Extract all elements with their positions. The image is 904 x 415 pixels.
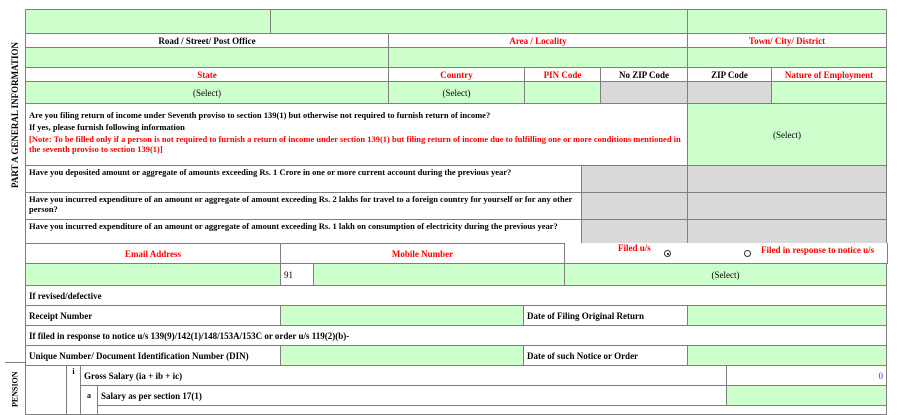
zip-input[interactable] bbox=[687, 81, 772, 104]
email-input[interactable] bbox=[25, 263, 281, 286]
salary-17-1-input[interactable] bbox=[726, 385, 887, 406]
seventh-proviso-question-cell bbox=[25, 103, 688, 166]
filed-notice-label: Filed in response to notice u/s bbox=[761, 245, 875, 255]
town-input[interactable] bbox=[687, 47, 887, 68]
seventh-proviso-followup: If yes, please furnish following information bbox=[29, 122, 185, 132]
date-original-label: Date of Filing Original Return bbox=[523, 305, 688, 326]
mobile-input[interactable] bbox=[313, 263, 565, 286]
salary-17-1-label: Salary as per section 17(1) bbox=[97, 385, 727, 406]
country-code: 91 bbox=[280, 263, 314, 286]
condition-cell bbox=[25, 192, 582, 220]
condition-electricity: Have you incurred expenditure of an amount or aggregate of amount exceeding Rs. 1 lakh on consumption of electricity during the previous year? bbox=[29, 221, 558, 231]
pin-input[interactable] bbox=[524, 81, 601, 104]
notice-header: If filed in response to notice u/s 139(9)/142(1)/148/153A/153C or order u/s 119(2)(b)- bbox=[25, 325, 887, 346]
zip-header: ZIP Code bbox=[687, 67, 772, 82]
condition-cell bbox=[25, 219, 582, 244]
filed-us-label: Filed u/s bbox=[618, 243, 651, 253]
gross-salary-label: Gross Salary (ia + ib + ic) bbox=[80, 365, 727, 386]
area-input[interactable] bbox=[388, 47, 688, 68]
salary-index-i: i bbox=[66, 365, 81, 415]
no-zip-header: No ZIP Code bbox=[600, 67, 688, 82]
pin-header: PIN Code bbox=[524, 67, 601, 82]
seventh-proviso-question: Are you filing return of income under Seventh proviso to section 139(1) but otherwise not required to furnish return of income? bbox=[29, 110, 491, 120]
date-notice-label: Date of such Notice or Order bbox=[523, 345, 688, 366]
salary-next-row bbox=[97, 405, 887, 415]
seventh-proviso-note: [Note: To be filled only if a person is not required to furnish a return of income under section 139(1) but filing return of income due to fulfilling one or more conditions mentioned in the seventh proviso to section 139(1)] bbox=[29, 134, 681, 154]
premises-input[interactable] bbox=[270, 9, 688, 34]
condition-travel: Have you incurred expenditure of an amount or aggregate of amount exceeding Rs. 2 lakhs for travel to a foreign country for yourself or for any other person? bbox=[29, 194, 573, 214]
filed-us-cell bbox=[564, 243, 888, 264]
road-header: Road / Street/ Post Office bbox=[25, 33, 389, 48]
condition-electricity-input[interactable] bbox=[581, 219, 688, 244]
town-input-top[interactable] bbox=[687, 9, 887, 34]
salary-block-left bbox=[25, 365, 67, 415]
no-zip-checkbox[interactable] bbox=[600, 81, 688, 104]
area-header: Area / Locality bbox=[388, 33, 688, 48]
salary-index-a: a bbox=[80, 385, 98, 415]
condition-cell bbox=[25, 165, 582, 193]
town-header: Town/ City/ District bbox=[687, 33, 887, 48]
date-original-input[interactable] bbox=[687, 305, 887, 326]
condition-travel-input[interactable] bbox=[581, 192, 688, 220]
country-select[interactable]: (Select) bbox=[388, 81, 525, 104]
filed-under-select[interactable]: (Select) bbox=[564, 263, 887, 286]
nature-select[interactable] bbox=[771, 81, 887, 104]
nature-header: Nature of Employment bbox=[771, 67, 887, 82]
receipt-input[interactable] bbox=[280, 305, 524, 326]
condition-deposit-amount[interactable] bbox=[687, 165, 887, 193]
condition-deposit: Have you deposited amount or aggregate of amounts exceeding Rs. 1 Crore in one or more current account during the previous year? bbox=[29, 167, 512, 177]
condition-deposit-input[interactable] bbox=[581, 165, 688, 193]
email-header: Email Address bbox=[25, 243, 281, 264]
side-label-pension: PENSION bbox=[10, 371, 20, 407]
road-input[interactable] bbox=[25, 47, 389, 68]
state-select[interactable]: (Select) bbox=[25, 81, 389, 104]
filed-us-radio[interactable] bbox=[664, 250, 671, 257]
side-label-general-information: PART A GENERAL INFORMATION bbox=[10, 42, 20, 188]
filed-notice-radio[interactable] bbox=[744, 250, 751, 257]
condition-travel-amount[interactable] bbox=[687, 192, 887, 220]
condition-electricity-amount[interactable] bbox=[687, 219, 887, 244]
gross-salary-value: 0 bbox=[878, 370, 883, 381]
mobile-header: Mobile Number bbox=[280, 243, 565, 264]
revised-header: If revised/defective bbox=[25, 285, 887, 306]
country-header: Country bbox=[388, 67, 525, 82]
receipt-label: Receipt Number bbox=[25, 305, 281, 326]
state-header: State bbox=[25, 67, 389, 82]
date-notice-input[interactable] bbox=[687, 345, 887, 366]
gross-salary-value-cell bbox=[726, 365, 887, 386]
din-label: Unique Number/ Document Identification Number (DIN) bbox=[25, 345, 281, 366]
flat-door-input[interactable] bbox=[25, 9, 271, 34]
din-input[interactable] bbox=[280, 345, 524, 366]
seventh-proviso-select[interactable]: (Select) bbox=[687, 103, 887, 166]
